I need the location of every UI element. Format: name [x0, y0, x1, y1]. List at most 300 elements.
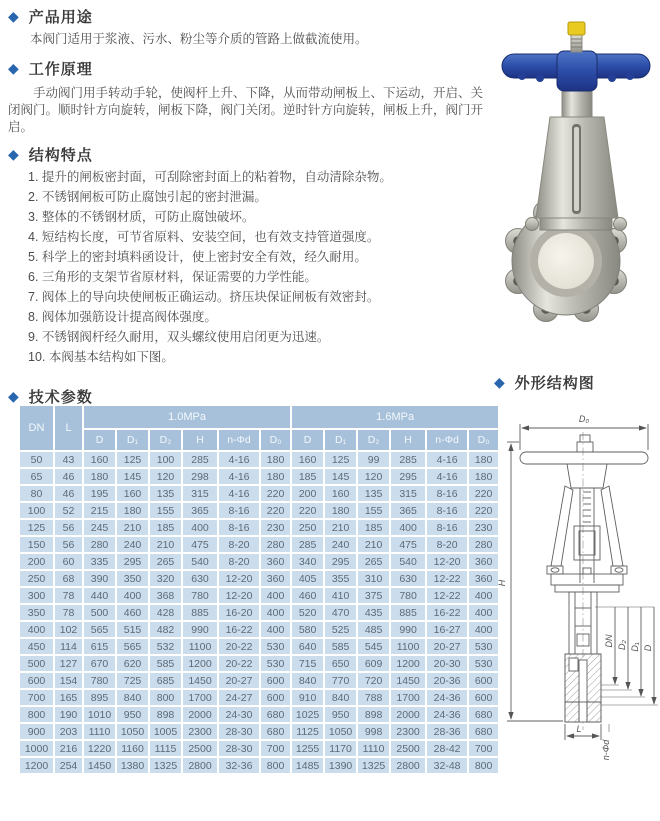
table-cell: 254: [55, 758, 82, 773]
table-cell: 1390: [325, 758, 356, 773]
table-cell: 100: [20, 503, 53, 518]
col-header-h-b: H: [391, 430, 425, 450]
table-cell: 160: [84, 452, 115, 467]
table-cell: 475: [391, 537, 425, 552]
table-cell: 600: [261, 673, 290, 688]
drawing-label-dn: DN: [604, 634, 614, 648]
table-cell: 365: [183, 503, 217, 518]
table-cell: 32-36: [219, 758, 259, 773]
table-cell: 20-27: [427, 639, 467, 654]
usage-paragraph: 本阀门适用于浆液、污水、粉尘等介质的管路上做截流使用。: [30, 32, 368, 46]
table-cell: 700: [20, 690, 53, 705]
table-cell: 720: [358, 673, 389, 688]
table-cell: 440: [84, 588, 115, 603]
table-body: [20, 452, 498, 773]
section-title-principle: 工作原理: [28, 61, 93, 78]
table-cell: 2300: [183, 724, 217, 739]
table-cell: 630: [183, 571, 217, 586]
table-cell: 540: [391, 554, 425, 569]
table-cell: 565: [117, 639, 148, 654]
table-cell: 365: [391, 503, 425, 518]
col-header-l: L: [55, 406, 82, 450]
table-cell: 28-42: [427, 741, 467, 756]
table-cell: 800: [150, 690, 181, 705]
table-cell: 615: [84, 639, 115, 654]
table-cell: 515: [117, 622, 148, 637]
table-cell: 8-16: [427, 520, 467, 535]
table-cell: 770: [325, 673, 356, 688]
table-cell: 1110: [358, 741, 389, 756]
table-cell: 185: [292, 469, 323, 484]
table-cell: 216: [55, 741, 82, 756]
table-cell: 220: [261, 486, 290, 501]
table-cell: 180: [325, 503, 356, 518]
table-cell: 355: [325, 571, 356, 586]
drawing-label-l: L: [576, 724, 582, 734]
drawing-label-d1: D₁: [630, 642, 640, 652]
table-cell: 1100: [183, 639, 217, 654]
drawing-label-n-phi-d: n-Φd: [601, 739, 611, 761]
table-cell: 485: [358, 622, 389, 637]
table-cell: 800: [20, 707, 53, 722]
table-cell: 8-20: [219, 537, 259, 552]
table-cell: 1115: [150, 741, 181, 756]
section-title-parameters: 技术参数: [28, 389, 93, 406]
table-cell: 315: [183, 486, 217, 501]
table-cell: 950: [117, 707, 148, 722]
table-cell: 1255: [292, 741, 323, 756]
table-cell: 295: [391, 469, 425, 484]
table-row: [20, 673, 498, 688]
col-header-d1-a: D₁: [117, 430, 148, 450]
table-row: [20, 452, 498, 467]
table-cell: 220: [469, 486, 498, 501]
table-cell: 368: [150, 588, 181, 603]
table-cell: 240: [325, 537, 356, 552]
table-cell: 400: [261, 588, 290, 603]
table-cell: 8-16: [427, 503, 467, 518]
table-cell: 285: [292, 537, 323, 552]
table-cell: 114: [55, 639, 82, 654]
table-row: [20, 554, 498, 569]
section-title-usage: 产品用途: [28, 9, 93, 26]
table-cell: 565: [84, 622, 115, 637]
table-cell: 50: [20, 452, 53, 467]
col-header-dn: DN: [20, 406, 53, 450]
table-cell: 520: [292, 605, 323, 620]
table-cell: 265: [150, 554, 181, 569]
table-row: [20, 469, 498, 484]
table-cell: 530: [261, 656, 290, 671]
table-cell: 180: [469, 452, 498, 467]
section-title-features: 结构特点: [28, 147, 93, 164]
table-cell: 2300: [391, 724, 425, 739]
table-cell: 32-48: [427, 758, 467, 773]
table-cell: 28-30: [219, 724, 259, 739]
table-cell: 540: [183, 554, 217, 569]
table-cell: 2500: [391, 741, 425, 756]
table-cell: 12-22: [427, 588, 467, 603]
table-cell: 1325: [150, 758, 181, 773]
feature-item: 2. 不锈钢闸板可防止腐蚀引起的密封泄漏。: [28, 190, 267, 204]
table-cell: 1485: [292, 758, 323, 773]
table-cell: 46: [55, 486, 82, 501]
col-header-d-b: D: [292, 430, 323, 450]
table-cell: 285: [391, 452, 425, 467]
table-cell: 780: [84, 673, 115, 688]
table-cell: 200: [292, 486, 323, 501]
table-cell: 482: [150, 622, 181, 637]
table-row: [20, 639, 498, 654]
table-cell: 895: [84, 690, 115, 705]
table-cell: 900: [20, 724, 53, 739]
table-cell: 220: [261, 503, 290, 518]
table-cell: 990: [183, 622, 217, 637]
table-cell: 4-16: [219, 452, 259, 467]
section-heading-principle: [8, 58, 93, 79]
table-cell: 160: [325, 486, 356, 501]
section-heading-usage: [8, 6, 93, 27]
valve-stem-cap: [568, 22, 585, 52]
table-cell: 285: [183, 452, 217, 467]
table-cell: 65: [20, 469, 53, 484]
outline-drawing: [495, 398, 660, 808]
table-cell: 100: [150, 452, 181, 467]
table-cell: 12-20: [427, 554, 467, 569]
table-cell: 250: [20, 571, 53, 586]
table-row: [20, 707, 498, 722]
table-cell: 135: [358, 486, 389, 501]
principle-paragraph: 手动阀门用手转动手轮，使阀杆上升、下降，从而带动闸板上、下运动，开启、关闭阀门。顺时针方向旋转，闸板下降，阀门关闭。逆时针方向旋转，闸板上升，阀门开启。: [8, 86, 484, 134]
table-cell: 20-30: [427, 656, 467, 671]
table-cell: 298: [183, 469, 217, 484]
table-cell: 898: [150, 707, 181, 722]
table-cell: 16-22: [219, 622, 259, 637]
table-cell: 180: [84, 469, 115, 484]
drawing-label-d: D: [643, 644, 653, 652]
table-cell: 210: [358, 537, 389, 552]
table-cell: 600: [469, 690, 498, 705]
table-cell: 340: [292, 554, 323, 569]
table-cell: 295: [117, 554, 148, 569]
table-cell: 1450: [183, 673, 217, 688]
table-cell: 295: [325, 554, 356, 569]
table-cell: 400: [391, 520, 425, 535]
table-cell: 250: [292, 520, 323, 535]
table-cell: 99: [358, 452, 389, 467]
table-cell: 280: [84, 537, 115, 552]
drawing-label-h: H: [497, 579, 507, 587]
table-cell: 230: [261, 520, 290, 535]
table-cell: 700: [469, 741, 498, 756]
table-cell: 500: [84, 605, 115, 620]
table-cell: 1000: [20, 741, 53, 756]
table-cell: 165: [55, 690, 82, 705]
table-cell: 4-16: [427, 469, 467, 484]
table-cell: 405: [292, 571, 323, 586]
table-cell: 470: [325, 605, 356, 620]
feature-item: 9. 不锈钢阀杆经久耐用，双头螺纹使用启闭更为迅速。: [28, 330, 330, 344]
valve-photo: [496, 18, 656, 333]
feature-item: 1. 提升的闸板密封面，可刮除密封面上的粘着物，自动清除杂物。: [28, 170, 392, 184]
table-cell: 43: [55, 452, 82, 467]
table-cell: 24-36: [427, 707, 467, 722]
col-header-d-a: D: [84, 430, 115, 450]
table-cell: 145: [325, 469, 356, 484]
table-cell: 280: [469, 537, 498, 552]
table-cell: 840: [325, 690, 356, 705]
table-cell: 725: [117, 673, 148, 688]
table-cell: 350: [117, 571, 148, 586]
table-cell: 2500: [183, 741, 217, 756]
table-cell: 127: [55, 656, 82, 671]
table-row: [20, 724, 498, 739]
table-cell: 20-22: [219, 639, 259, 654]
table-cell: 56: [55, 520, 82, 535]
table-cell: 1700: [391, 690, 425, 705]
table-cell: 525: [325, 622, 356, 637]
table-cell: 680: [469, 707, 498, 722]
feature-item: 7. 阀体上的导向块使闸板正确运动。挤压块保证闸板有效密封。: [28, 290, 380, 304]
table-cell: 885: [391, 605, 425, 620]
table-cell: 620: [117, 656, 148, 671]
table-cell: 998: [358, 724, 389, 739]
table-row: [20, 741, 498, 756]
table-cell: 120: [150, 469, 181, 484]
table-cell: 428: [150, 605, 181, 620]
table-cell: 600: [261, 690, 290, 705]
table-cell: 16-22: [427, 605, 467, 620]
table-cell: 1025: [292, 707, 323, 722]
table-row: [20, 758, 498, 773]
table-cell: 12-22: [427, 571, 467, 586]
col-header-nphid-b: n-Φd: [427, 430, 467, 450]
col-header-d0-a: D₀: [261, 430, 290, 450]
table-cell: 78: [55, 588, 82, 603]
table-cell: 300: [20, 588, 53, 603]
table-cell: 155: [150, 503, 181, 518]
table-cell: 1450: [84, 758, 115, 773]
table-cell: 315: [391, 486, 425, 501]
table-cell: 400: [261, 605, 290, 620]
col-header-d1-b: D₁: [325, 430, 356, 450]
table-cell: 60: [55, 554, 82, 569]
table-cell: 545: [358, 639, 389, 654]
section-title-outline: 外形结构图: [514, 375, 595, 392]
table-cell: 1170: [325, 741, 356, 756]
col-group-16mpa: 1.6MPa: [292, 406, 498, 428]
table-cell: 630: [391, 571, 425, 586]
table-cell: 435: [358, 605, 389, 620]
table-cell: 990: [391, 622, 425, 637]
table-cell: 700: [261, 741, 290, 756]
table-cell: 390: [84, 571, 115, 586]
col-header-h-a: H: [183, 430, 217, 450]
table-cell: 400: [261, 622, 290, 637]
table-cell: 898: [358, 707, 389, 722]
table-cell: 580: [292, 622, 323, 637]
table-cell: 360: [261, 554, 290, 569]
table-cell: 280: [261, 537, 290, 552]
table-row: [20, 520, 498, 535]
table-cell: 210: [150, 537, 181, 552]
table-cell: 950: [325, 707, 356, 722]
valve-handwheel: [502, 51, 650, 91]
table-cell: 150: [20, 537, 53, 552]
table-cell: 910: [292, 690, 323, 705]
col-header-d2-b: D₂: [358, 430, 389, 450]
table-cell: 320: [150, 571, 181, 586]
feature-item: 3. 整体的不锈钢材质，可防止腐蚀破坏。: [28, 210, 255, 224]
table-cell: 375: [358, 588, 389, 603]
table-cell: 460: [117, 605, 148, 620]
table-cell: 190: [55, 707, 82, 722]
table-cell: 160: [292, 452, 323, 467]
table-cell: 180: [469, 469, 498, 484]
table-row: [20, 690, 498, 705]
drawing-label-d2: D₂: [617, 640, 627, 650]
table-cell: 16-20: [219, 605, 259, 620]
table-cell: 1100: [391, 639, 425, 654]
table-cell: 8-16: [219, 503, 259, 518]
table-cell: 8-20: [427, 537, 467, 552]
section-heading-features: [8, 144, 93, 165]
table-cell: 125: [117, 452, 148, 467]
table-cell: 680: [261, 707, 290, 722]
table-cell: 210: [325, 520, 356, 535]
table-cell: 20-36: [427, 673, 467, 688]
table-cell: 20-27: [219, 673, 259, 688]
table-row: [20, 605, 498, 620]
table-cell: 1380: [117, 758, 148, 773]
table-cell: 640: [292, 639, 323, 654]
table-cell: 80: [20, 486, 53, 501]
table-cell: 2000: [391, 707, 425, 722]
table-cell: 220: [469, 503, 498, 518]
table-cell: 125: [20, 520, 53, 535]
table-cell: 1125: [292, 724, 323, 739]
table-cell: 400: [469, 605, 498, 620]
diamond-bullet-icon: ◆: [8, 59, 20, 76]
table-cell: 68: [55, 571, 82, 586]
table-cell: 145: [117, 469, 148, 484]
table-cell: 800: [261, 758, 290, 773]
feature-item: 10. 本阀基本结构如下图。: [28, 350, 174, 364]
table-cell: 530: [261, 639, 290, 654]
table-cell: 78: [55, 605, 82, 620]
table-cell: 360: [261, 571, 290, 586]
table-cell: 1050: [117, 724, 148, 739]
table-cell: 400: [117, 588, 148, 603]
table-cell: 8-20: [219, 554, 259, 569]
table-cell: 585: [150, 656, 181, 671]
table-cell: 1110: [84, 724, 115, 739]
table-cell: 28-36: [427, 724, 467, 739]
table-cell: 400: [183, 520, 217, 535]
table-cell: 155: [358, 503, 389, 518]
table-cell: 410: [325, 588, 356, 603]
table-cell: 475: [183, 537, 217, 552]
table-cell: 4-16: [427, 452, 467, 467]
table-cell: 203: [55, 724, 82, 739]
table-cell: 200: [20, 554, 53, 569]
table-cell: 24-30: [219, 707, 259, 722]
table-cell: 800: [469, 758, 498, 773]
table-cell: 400: [20, 622, 53, 637]
table-cell: 1160: [117, 741, 148, 756]
table-cell: 2000: [183, 707, 217, 722]
table-cell: 400: [469, 622, 498, 637]
table-cell: 120: [358, 469, 389, 484]
table-cell: 450: [20, 639, 53, 654]
col-header-d0-b: D₀: [469, 430, 498, 450]
table-cell: 135: [150, 486, 181, 501]
feature-item: 5. 科学上的密封填料函设计，使上密封安全有效，经久耐用。: [28, 250, 367, 264]
features-list: [28, 167, 490, 367]
table-cell: 52: [55, 503, 82, 518]
table-cell: 885: [183, 605, 217, 620]
diamond-bullet-icon: ◆: [8, 145, 20, 162]
table-cell: 24-36: [427, 690, 467, 705]
table-cell: 46: [55, 469, 82, 484]
table-cell: 240: [117, 537, 148, 552]
table-cell: 210: [117, 520, 148, 535]
diamond-bullet-icon: ◆: [494, 373, 506, 390]
table-cell: 685: [150, 673, 181, 688]
table-cell: 12-20: [219, 588, 259, 603]
table-row: [20, 537, 498, 552]
table-cell: 840: [117, 690, 148, 705]
table-row: [20, 486, 498, 501]
drawing-label-d0: D₀: [578, 414, 590, 424]
table-cell: 1010: [84, 707, 115, 722]
table-cell: 670: [84, 656, 115, 671]
table-cell: 4-16: [219, 469, 259, 484]
table-cell: 160: [117, 486, 148, 501]
table-cell: 16-27: [427, 622, 467, 637]
table-cell: 154: [55, 673, 82, 688]
table-row: [20, 588, 498, 603]
table-cell: 180: [261, 452, 290, 467]
table-cell: 245: [84, 520, 115, 535]
table-cell: 4-16: [219, 486, 259, 501]
table-cell: 230: [469, 520, 498, 535]
table-cell: 1200: [20, 758, 53, 773]
table-cell: 609: [358, 656, 389, 671]
table-cell: 500: [20, 656, 53, 671]
feature-item: 6. 三角形的支架节省原材料，保证需要的力学性能。: [28, 270, 317, 284]
table-cell: 24-27: [219, 690, 259, 705]
table-cell: 215: [84, 503, 115, 518]
table-cell: 102: [55, 622, 82, 637]
table-cell: 680: [469, 724, 498, 739]
table-cell: 1450: [391, 673, 425, 688]
table-cell: 220: [292, 503, 323, 518]
table-cell: 715: [292, 656, 323, 671]
col-header-d2-a: D₂: [150, 430, 181, 450]
table-cell: 780: [183, 588, 217, 603]
table-cell: 780: [391, 588, 425, 603]
table-cell: 28-30: [219, 741, 259, 756]
col-header-nphid-a: n-Φd: [219, 430, 259, 450]
table-cell: 600: [469, 673, 498, 688]
feature-item: 4. 短结构长度，可节省原料、安装空间，也有效支持管道强度。: [28, 230, 380, 244]
table-cell: 56: [55, 537, 82, 552]
table-cell: 125: [325, 452, 356, 467]
table-cell: 400: [469, 588, 498, 603]
table-cell: 530: [469, 639, 498, 654]
table-cell: 460: [292, 588, 323, 603]
